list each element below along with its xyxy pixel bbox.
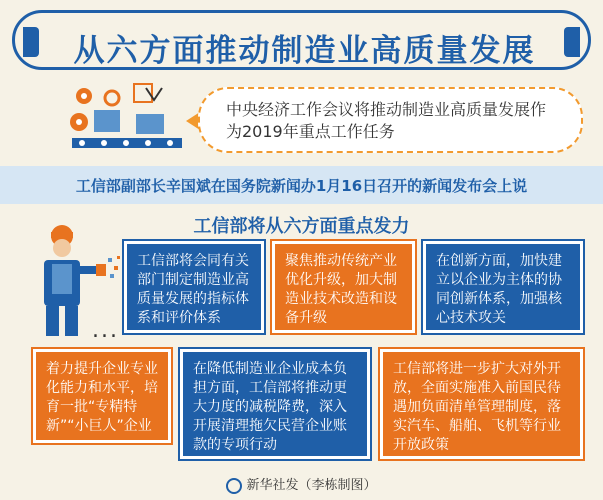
card-traditional-upgrade: 聚焦推动传统产业优化升级，加大制造业技术改造和设备升级 — [272, 241, 415, 333]
card-opening-up: 工信部将进一步扩大对外开放，全面实施准入前国民待遇加负面清单管理制度，落实汽车、船舶、飞机等行业开放政策 — [380, 349, 583, 459]
bubble-text: 中央经济工作会议将推动制造业高质量发展作为2019年重点工作任务 — [226, 100, 547, 141]
card-specialized-enterprises: 着力提升企业专业化能力和水平，培育一批“专精特新”“小巨人”企业 — [33, 349, 171, 443]
title-banner — [12, 10, 591, 70]
card-innovation-system: 在创新方面，加快建立以企业为主体的协同创新体系，加强核心技术攻关 — [423, 241, 583, 333]
section-title: 工信部将从六方面重点发力 — [193, 216, 410, 237]
subheader-text: 工信部副部长辛国斌在国务院新闻办1月16日召开的新闻发布会上说 — [75, 177, 528, 195]
xinhua-logo-icon — [226, 478, 242, 494]
page-title: 从六方面推动制造业高质量发展 — [73, 33, 536, 69]
subheader-bar — [0, 166, 603, 204]
footer-credit — [0, 474, 603, 494]
footer-credit-text: 新华社发（李栋制图） — [246, 478, 377, 493]
card-cost-reduction: 在降低制造业企业成本负担方面，工信部将推动更大力度的减税降费，深入开展清理拖欠民营企业账款的专项行动 — [180, 349, 370, 459]
card-indicator-system: 工信部将会同有关部门制定制造业高质量发展的指标体系和评价体系 — [124, 241, 264, 333]
ellipsis-dots: ... — [92, 318, 119, 343]
speech-bubble — [198, 87, 583, 153]
factory-illustration-icon — [66, 82, 186, 160]
